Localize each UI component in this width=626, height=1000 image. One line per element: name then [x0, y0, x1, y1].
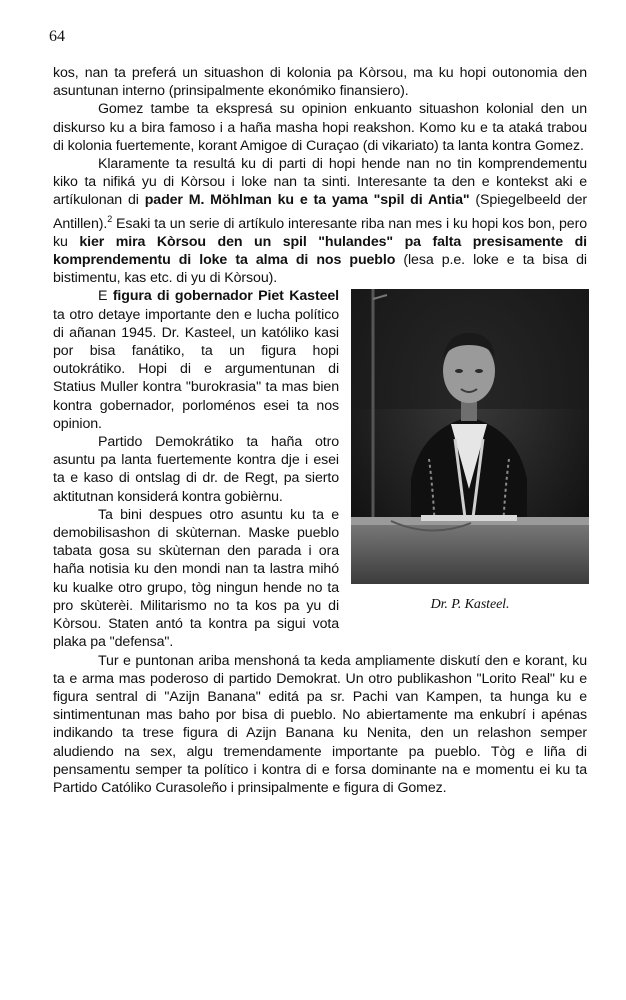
page-number: 64 — [49, 28, 65, 45]
paragraph-3-bold-b: kier mira Kòrsou den un spil "hulandes" pa falta presisamente di komprendementu di loke ta alma di nos pueblo — [53, 233, 587, 269]
paragraph-3 — [53, 155, 587, 287]
paragraph-6: Ta bini despues otro asuntu ku ta e demobilisashon di skùternan. Maske pueblo tabata gosa su skùternan den parada i ora haña notisia ku den mondi nan ta lastra mihó ku kualke otro grupo, tòg ningun hende no ta pro skùterèi. Militarismo no ta kos pa yu di Kòrsou. Staten antó ta kontra pa sigui vota plaka pa "defensa". — [53, 506, 339, 651]
figure — [351, 289, 589, 614]
paragraph-3-part-d: Esaki ta un serie di artíkulo interesante riba nan mes i ku hopi kos bon, pero ku — [53, 215, 587, 250]
paragraph-4-part-c: ta otro detaye importante den e lucha político di añanan 1945. Dr. Kasteel, un katóliko kasi por bisa fanátiko, ta un figura hopi outokrátiko. Hopi di e argumentunan di Statius Muller kontra "burokrasia" ta mas bien kontra gobernador, porloménos esei ta nos opinion. — [53, 306, 339, 432]
paragraph-7: Tur e puntonan ariba menshoná ta keda ampliamente diskutí den e korant, ku ta e arma mas poderoso di partido Demokrat. Un otro publikashon "Lorito Real" ku e figura sentral di "Azijn Banana" editá pa sr. Pachi van Kampen, ta hunga ku e sintimentunan mas baho por bisa di pueblo. No abiertamente ma enkubrí i apénas indikando ta trese figura di Azijn Banana ku Nenita, den un relashon semper aludiendo na sex, algu tremendamente importante pa pueblo. Tòg e liña di pensamentu semper ta político i kontra di e forsa dominante na e momentu ei ku ta Partido Católiko Curasoleño i prinsipalmente e figura di Gomez. — [53, 652, 587, 796]
portrait-illustration — [351, 289, 589, 584]
paragraph-5: Partido Demokrátiko ta haña otro asuntu pa lanta fuertemente kontra dje i esei ta e kaso di ontslag di dr. de Regt, pa sierto aktitutnan konsiderá kontra gobièrnu. — [53, 434, 339, 505]
paragraph-2: Gomez tambe ta ekspresá su opinion enkuanto situashon kolonial den un diskurso ku a bira famoso i a haña masha hopi reakshon. Komo ku e ta ataká trabou di kolonia fuertemente, korant Amigoe di Curaçao (di vikariato) ta lanta kontra Gomez. — [53, 101, 587, 154]
paragraph-1: kos, nan ta preferá un situashon di kolonia pa Kòrsou, ma ku hopi outonomia den asuntunan interno (prinsipalmente ekonómiko finansiero). — [53, 65, 587, 100]
paragraph-3-part-a: Klaramente ta resultá ku di parti di hopi hende nan no tin komprendementu kiko ta nifiká yu di Kòrsou i loke nan ta sinti. Interesante ta den e kontekst aki e artíkulonan di — [53, 156, 587, 209]
paragraph-3-part-c: (Spiegelbeeld der Antillen). — [53, 192, 587, 232]
body-text — [53, 64, 587, 797]
footnote-marker: 2 — [107, 213, 113, 224]
paragraph-3-bold-a: pader M. Möhlman ku e ta yama "spil di Antia" — [144, 192, 470, 209]
portrait-photo — [351, 289, 589, 584]
paragraph-4-part-a: E — [98, 288, 113, 305]
figure-caption: Dr. P. Kasteel. — [430, 597, 510, 613]
paragraph-3-part-f: (lesa p.e. loke e ta bisa di bistimentu, kas etc. di yu di Kòrsou). — [53, 252, 587, 287]
paragraph-4-bold: figura di gobernador Piet Kasteel — [112, 288, 339, 305]
